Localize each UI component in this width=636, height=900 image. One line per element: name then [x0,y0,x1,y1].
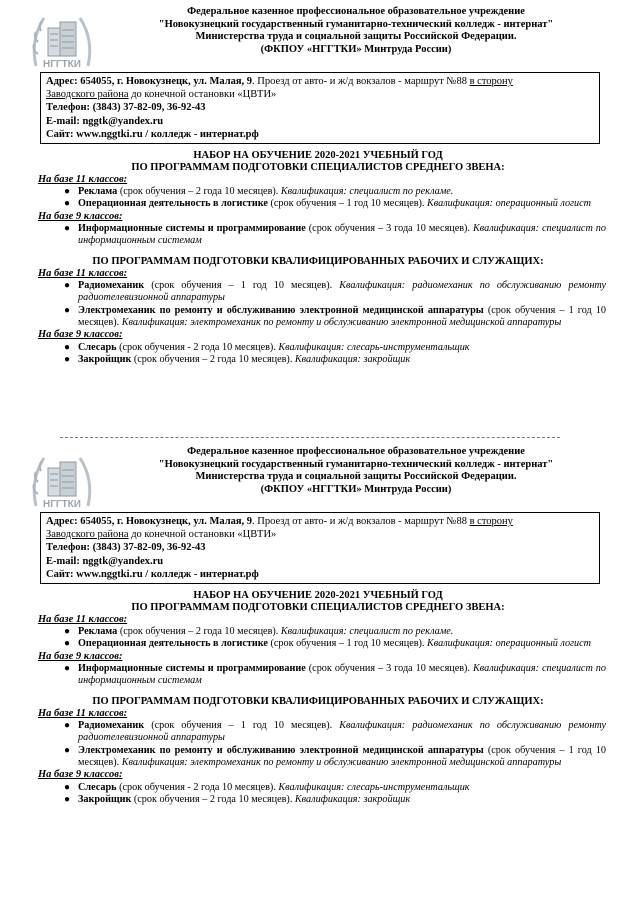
program-term: (срок обучения – 2 года 10 месяцев). [131,794,295,806]
program-term: (срок обучения – 1 год 10 месяцев). [144,280,340,292]
program-term: (срок обучения – 2 года 10 месяцев). [131,354,295,366]
flyer-copy-1 [0,0,636,440]
admission-content [0,590,636,806]
website[interactable]: Сайт: www.nggtki.ru / колледж - интернат.рф [46,568,259,580]
base-11-heading: На базе 11 классов: [38,613,128,625]
program-item [0,720,636,745]
admission-title: НАБОР НА ОБУЧЕНИЕ 2020-2021 УЧЕБНЫЙ ГОД [193,150,443,161]
program-qualification: Квалификация: специалист по информационным системам [78,223,606,247]
bullet-icon: ● [64,781,71,793]
program-item [0,354,636,366]
base-11-heading: На базе 11 классов: [38,707,128,719]
program-term: (срок обучения - 2 года 10 месяцев). [116,781,279,793]
base-9-heading: На базе 9 классов: [38,210,123,222]
program-item [0,745,636,770]
header-line-3: Министерства труда и социальной защиты Российской Федерации. [195,31,517,42]
institution-header [106,6,606,56]
program-item [0,794,636,806]
program-item [0,186,636,198]
program-qualification: Квалификация: электромеханик по ремонту и обслуживанию электронной медицинской аппаратуры [121,756,562,768]
bullet-icon: ● [64,638,71,650]
institution-header [106,446,606,496]
program-item [0,223,636,248]
program-item [0,638,636,650]
program-name: Реклама [78,626,118,638]
program-qualification: Квалификация: электромеханик по ремонту и обслуживанию электронной медицинской аппаратуры [121,316,562,328]
program-item [0,626,636,638]
base-11-heading: На базе 11 классов: [38,267,128,279]
website[interactable]: Сайт: www.nggtki.ru / колледж - интернат.рф [46,128,259,140]
bullet-icon: ● [64,223,71,235]
base-9-heading: На базе 9 классов: [38,650,123,662]
bullet-icon: ● [64,354,71,366]
program-qualification: Квалификация: специалист по рекламе. [280,626,454,638]
header-line-4: (ФКПОУ «НГГТКИ» Минтруда России) [260,43,452,55]
program-term: (срок обучения – 1 год 10 месяцев). [78,744,606,768]
address-line-2 [46,88,594,101]
svg-text:НГГТКИ: НГГТКИ [43,59,81,70]
district-link-2[interactable]: Заводского района [46,89,129,101]
address-label: Адрес: 654055, г. Новокузнецк, ул. Малая, 9 [46,76,253,87]
bullet-icon: ● [64,794,71,806]
program-qualification: Квалификация: слесарь-инструментальщик [278,341,470,353]
bullet-icon: ● [64,341,71,353]
base-9-heading: На базе 9 классов: [38,769,123,781]
program-qualification: Квалификация: операционный логист [427,638,592,650]
program-qualification: Квалификация: специалист по рекламе. [280,186,454,198]
program-term: (срок обучения – 1 год 10 месяцев). [144,720,340,732]
program-item [0,782,636,794]
program-name: Информационные системы и программирование [78,663,306,675]
email[interactable]: E-mail: nggtk@yandex.ru [46,555,164,567]
program-term: (срок обучения – 1 год 10 месяцев). [78,304,606,328]
flyer-copy-2 [0,440,636,880]
program-name: Операционная деятельность в логистике [78,198,268,210]
address-line-2 [46,528,594,541]
bullet-icon: ● [64,626,71,638]
address-line [46,75,594,88]
bus-stop: до конечной остановки «ЦВТИ» [128,529,277,541]
program-name: Слесарь [78,341,117,353]
district-link-1[interactable]: в сторону [469,76,513,87]
program-name: Радиомеханик [78,280,145,292]
bullet-icon: ● [64,663,71,675]
spo-title: ПО ПРОГРАММАМ ПОДГОТОВКИ СПЕЦИАЛИСТОВ СРЕДНЕГО ЗВЕНА: [131,601,505,613]
admission-title: НАБОР НА ОБУЧЕНИЕ 2020-2021 УЧЕБНЫЙ ГОД [193,590,443,601]
contact-box [40,72,600,144]
address-directions: . Проезд от авто- и ж/д вокзалов - маршрут №88 [252,516,470,527]
district-link-1[interactable]: в сторону [469,516,513,527]
program-name: Реклама [78,186,118,198]
program-item [0,280,636,305]
program-name: Информационные системы и программирование [78,223,306,235]
address-label: Адрес: 654055, г. Новокузнецк, ул. Малая, 9 [46,516,253,527]
cut-line [60,437,560,438]
bullet-icon: ● [64,186,71,198]
program-term: (срок обучения – 2 года 10 месяцев). [117,186,281,198]
program-term: (срок обучения – 1 год 10 месяцев). [267,198,428,210]
admission-content [0,150,636,366]
program-qualification: Квалификация: закройщик [294,794,411,806]
workers-title: ПО ПРОГРАММАМ ПОДГОТОВКИ КВАЛИФИЦИРОВАННЫХ РАБОЧИХ И СЛУЖАЩИХ: [92,255,544,267]
bullet-icon: ● [64,280,71,292]
workers-title: ПО ПРОГРАММАМ ПОДГОТОВКИ КВАЛИФИЦИРОВАННЫХ РАБОЧИХ И СЛУЖАЩИХ: [92,695,544,707]
program-qualification: Квалификация: операционный логист [427,198,592,210]
header-line-2: "Новокузнецкий государственный гуманитарно-технический колледж - интернат" [158,458,554,470]
address-directions: . Проезд от авто- и ж/д вокзалов - маршрут №88 [252,76,470,87]
header-line-2: "Новокузнецкий государственный гуманитарно-технический колледж - интернат" [158,18,554,30]
program-item [0,342,636,354]
program-qualification: Квалификация: радиомеханик по обслуживанию ремонту радиотелевизионной аппаратуры [78,720,606,744]
program-name: Электромеханик по ремонту и обслуживанию электронной медицинской аппаратуры [78,304,484,316]
program-name: Электромеханик по ремонту и обслуживанию электронной медицинской аппаратуры [78,744,484,756]
program-qualification: Квалификация: радиомеханик по обслуживанию ремонту радиотелевизионной аппаратуры [78,280,606,304]
base-9-heading: На базе 9 классов: [38,329,123,341]
program-name: Закройщик [78,794,132,806]
college-logo [26,444,98,516]
program-name: Закройщик [78,354,132,366]
college-logo [26,4,98,76]
bullet-icon: ● [64,720,71,732]
header-line-4: (ФКПОУ «НГГТКИ» Минтруда России) [260,483,452,495]
bus-stop: до конечной остановки «ЦВТИ» [128,89,277,101]
program-item [0,663,636,688]
program-qualification: Квалификация: закройщик [294,354,411,366]
program-term: (срок обучения – 3 года 10 месяцев). [305,223,473,235]
program-qualification: Квалификация: слесарь-инструментальщик [278,781,470,793]
program-qualification: Квалификация: специалист по информационным системам [78,663,606,687]
phone: Телефон: (3843) 37-82-09, 36-92-43 [46,102,206,114]
program-term: (срок обучения – 1 год 10 месяцев). [267,638,428,650]
program-term: (срок обучения – 2 года 10 месяцев). [117,626,281,638]
program-name: Слесарь [78,781,117,793]
contact-box [40,512,600,584]
district-link-2[interactable]: Заводского района [46,529,129,541]
svg-text:НГГТКИ: НГГТКИ [43,499,81,510]
program-term: (срок обучения - 2 года 10 месяцев). [116,341,279,353]
program-term: (срок обучения – 3 года 10 месяцев). [305,663,473,675]
program-item [0,305,636,330]
header-line-3: Министерства труда и социальной защиты Российской Федерации. [195,471,517,482]
program-name: Радиомеханик [78,720,145,732]
bullet-icon: ● [64,198,71,210]
phone: Телефон: (3843) 37-82-09, 36-92-43 [46,542,206,554]
bullet-icon: ● [64,744,71,756]
header-line-1: Федеральное казенное профессиональное образовательное учреждение [187,6,525,17]
address-line [46,515,594,528]
email[interactable]: E-mail: nggtk@yandex.ru [46,115,164,127]
spo-title: ПО ПРОГРАММАМ ПОДГОТОВКИ СПЕЦИАЛИСТОВ СРЕДНЕГО ЗВЕНА: [131,161,505,173]
bullet-icon: ● [64,304,71,316]
program-name: Операционная деятельность в логистике [78,638,268,650]
base-11-heading: На базе 11 классов: [38,173,128,185]
header-line-1: Федеральное казенное профессиональное образовательное учреждение [187,446,525,457]
program-item [0,198,636,210]
